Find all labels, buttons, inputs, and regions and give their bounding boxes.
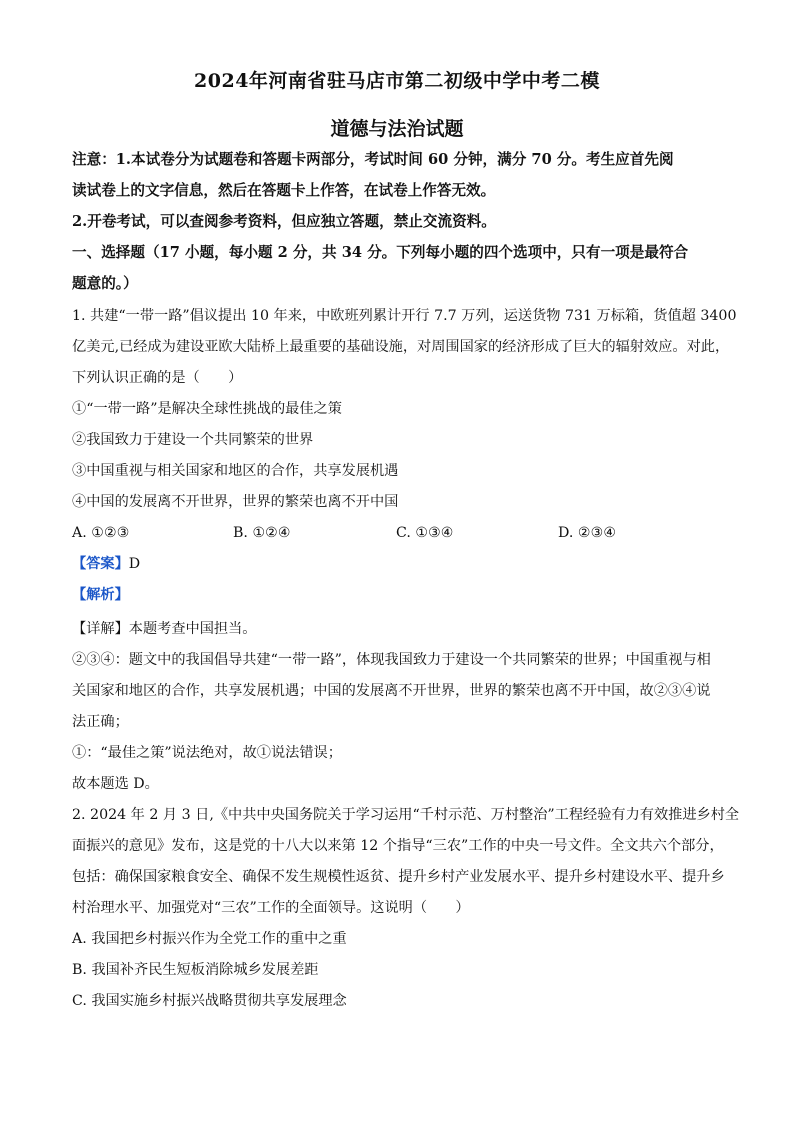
q1-option-d: D. ②③④ <box>558 525 617 541</box>
detail-text: 本题考查中国担当。 <box>128 621 257 637</box>
notice-line-3: 2.开卷考试，可以查阅参考资料，但应独立答题，禁止交流资料。 <box>72 213 496 230</box>
q1-explanation-line-5: 故本题选 D。 <box>72 776 159 792</box>
answer-tag: 【答案】 <box>72 556 129 572</box>
exam-subtitle: 道德与法治试题 <box>330 118 464 140</box>
q1-statement-3: ③中国重视与相关国家和地区的合作，共享发展机遇 <box>72 463 399 479</box>
notice-line-1: 注意：1.本试卷分为试题卷和答题卡两部分，考试时间 60 分钟，满分 70 分。考生应首先阅 <box>72 151 674 168</box>
q2-option-c: C. 我国实施乡村振兴战略贯彻共享发展理念 <box>72 993 347 1009</box>
q1-stem-line-3: 下列认识正确的是（ ） <box>72 370 243 386</box>
answer-value: D <box>128 556 141 572</box>
q1-analysis-line <box>72 585 129 605</box>
q1-explanation-line-1: ②③④：题文中的我国倡导共建“一带一路”，体现我国致力于建设一个共同繁荣的世界；中国重视与相 <box>72 652 711 668</box>
q1-option-a: A. ①②③ <box>72 525 130 541</box>
q2-stem-line-3: 包括：确保国家粮食安全、确保不发生规模性返贫、提升乡村产业发展水平、提升乡村建设水平、提升乡 <box>72 869 725 885</box>
notice-line-2: 读试卷上的文字信息，然后在答题卡上作答，在试卷上作答无效。 <box>72 182 496 199</box>
q1-stem-line-2: 亿美元,已经成为建设亚欧大陆桥上最重要的基础设施，对周围国家的经济形成了巨大的辐射效应。对此， <box>72 339 730 355</box>
q2-stem-line-1: 2. 2024 年 2 月 3 日,《中共中央国务院关于学习运用“千村示范、万村整治”工程经验有力有效推进乡村全 <box>72 807 740 823</box>
q1-stem-line-1: 1. 共建“一带一路”倡议提出 10 年来，中欧班列累计开行 7.7 万列，运送货物 731 万标箱，货值超 3400 <box>72 308 737 324</box>
q2-stem-line-2: 面振兴的意见》发布，这是党的十八大以来第 12 个指导“三农”工作的中央一号文件。全文共六个部分， <box>72 838 724 854</box>
detail-tag: 【详解】 <box>72 621 129 637</box>
q1-explanation-line-2: 关国家和地区的合作，共享发展机遇；中国的发展离不开世界，世界的繁荣也离不开中国，故②③④说 <box>72 683 711 699</box>
section-heading-line-2: 题意的。） <box>72 275 138 292</box>
q1-answer-line <box>72 554 140 574</box>
q1-statement-1: ①“一带一路”是解决全球性挑战的最佳之策 <box>72 401 342 417</box>
q1-statement-4: ④中国的发展离不开世界，世界的繁荣也离不开中国 <box>72 494 399 510</box>
q2-option-b: B. 我国补齐民生短板消除城乡发展差距 <box>72 962 319 978</box>
analysis-tag: 【解析】 <box>72 587 129 603</box>
q1-option-c: C. ①③④ <box>396 525 454 541</box>
q1-option-b: B. ①②④ <box>233 525 291 541</box>
exam-title: 2024年河南省驻马店市第二初级中学中考二模 <box>194 70 600 92</box>
q2-stem-line-4: 村治理水平、加强党对“三农”工作的全面领导。这说明（ ） <box>72 900 470 916</box>
q1-detail-line <box>72 619 257 639</box>
q1-explanation-line-3: 法正确； <box>72 714 129 730</box>
q2-option-a: A. 我国把乡村振兴作为全党工作的重中之重 <box>72 931 347 947</box>
q1-statement-2: ②我国致力于建设一个共同繁荣的世界 <box>72 432 314 448</box>
q1-explanation-line-4: ①：“最佳之策”说法绝对，故①说法错误； <box>72 745 342 761</box>
section-heading-line-1: 一、选择题（17 小题，每小题 2 分，共 34 分。下列每小题的四个选项中，只有一项是最符合 <box>72 244 689 261</box>
